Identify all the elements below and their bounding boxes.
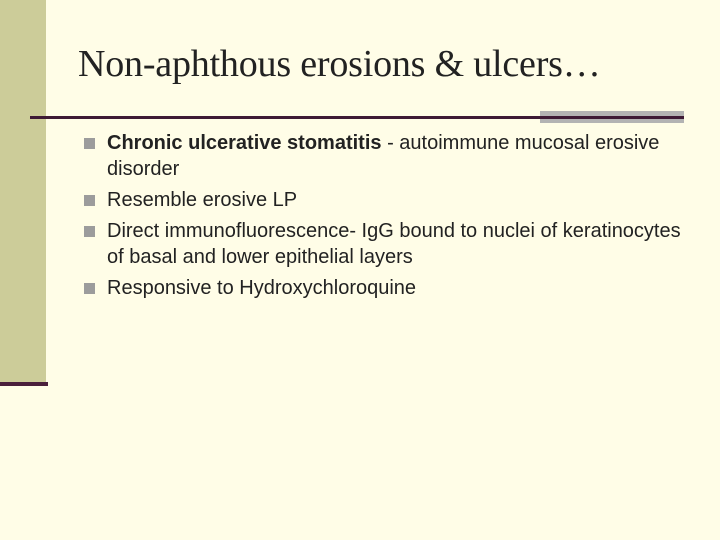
square-bullet-icon bbox=[84, 138, 95, 149]
square-bullet-icon bbox=[84, 283, 95, 294]
bullet-list bbox=[82, 130, 682, 306]
slide-title: Non-aphthous erosions & ulcers… bbox=[78, 43, 601, 85]
bullet-term: Chronic ulcerative stomatitis bbox=[107, 132, 382, 154]
title-rule bbox=[30, 116, 684, 119]
bullet-text: - autoimmune mucosal erosive disorder bbox=[107, 132, 660, 180]
bullet-text: Responsive to Hydroxychloroquine bbox=[107, 277, 417, 299]
square-bullet-icon bbox=[84, 195, 95, 206]
bullet-item bbox=[82, 130, 682, 182]
bullet-text: Direct immunofluorescence- IgG bound to nuclei of keratinocytes of basal and lower epithelial layers bbox=[107, 220, 681, 268]
left-band-underline bbox=[0, 382, 48, 386]
bullet-text: Resemble erosive LP bbox=[107, 189, 298, 211]
square-bullet-icon bbox=[84, 226, 95, 237]
bullet-item bbox=[82, 275, 682, 301]
left-decor-band bbox=[0, 0, 46, 384]
bullet-item bbox=[82, 187, 682, 213]
bullet-item bbox=[82, 218, 682, 270]
